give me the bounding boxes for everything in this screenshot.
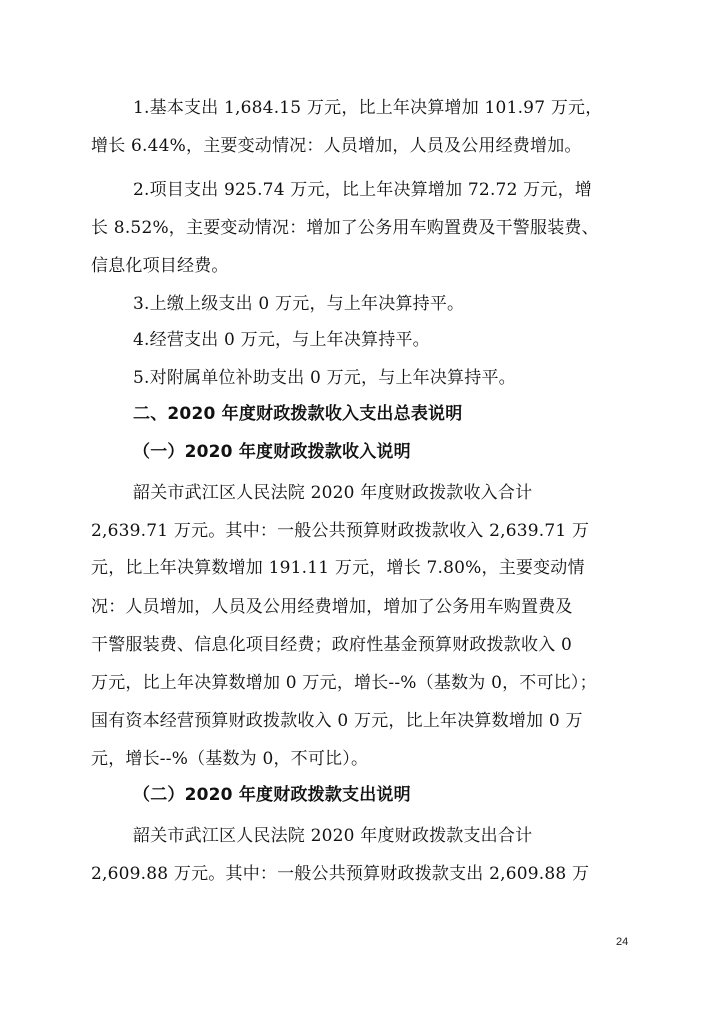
subsection-heading: （一）2020 年度财政拨款收入说明 <box>133 442 411 462</box>
paragraph-line: 干警服装费、信息化项目经费；政府性基金预算财政拨款收入 0 <box>91 635 573 655</box>
paragraph-line: 2,609.88 万元。其中：一般公共预算财政拨款支出 2,609.88 万 <box>91 864 590 884</box>
subsection-heading: （二）2020 年度财政拨款支出说明 <box>133 785 411 805</box>
paragraph-line: 况：人员增加，人员及公用经费增加，增加了公务用车购置费及 <box>91 597 573 617</box>
paragraph-line: 2,639.71 万元。其中：一般公共预算财政拨款收入 2,639.71 万 <box>91 521 590 541</box>
paragraph-line: 信息化项目经费。 <box>91 256 229 276</box>
page-number: 24 <box>616 936 629 948</box>
paragraph-line: 万元，比上年决算数增加 0 万元，增长--%（基数为 0，不可比）； <box>91 673 597 693</box>
paragraph-line: 韶关市武江区人民法院 2020 年度财政拨款支出合计 <box>133 826 533 846</box>
paragraph-line: 2.项目支出 925.74 万元，比上年决算增加 72.72 万元，增 <box>133 180 592 200</box>
paragraph-line: 韶关市武江区人民法院 2020 年度财政拨款收入合计 <box>133 483 533 503</box>
paragraph-line: 长 8.52%，主要变动情况：增加了公务用车购置费及干警服装费、 <box>91 218 599 238</box>
paragraph-line: 国有资本经营预算财政拨款收入 0 万元，比上年决算数增加 0 万 <box>91 711 583 731</box>
paragraph-line: 增长 6.44%，主要变动情况：人员增加，人员及公用经费增加。 <box>91 136 582 156</box>
section-heading: 二、2020 年度财政拨款收入支出总表说明 <box>133 404 463 424</box>
paragraph-line: 5.对附属单位补助支出 0 万元，与上年决算持平。 <box>133 368 516 388</box>
paragraph-line: 1.基本支出 1,684.15 万元，比上年决算增加 101.97 万元， <box>133 98 603 118</box>
paragraph-line: 4.经营支出 0 万元，与上年决算持平。 <box>133 330 430 350</box>
paragraph-line: 3.上缴上级支出 0 万元，与上年决算持平。 <box>133 294 465 314</box>
paragraph-line: 元，增长--%（基数为 0，不可比）。 <box>91 749 369 769</box>
paragraph-line: 元，比上年决算数增加 191.11 万元，增长 7.80%，主要变动情 <box>91 558 585 578</box>
